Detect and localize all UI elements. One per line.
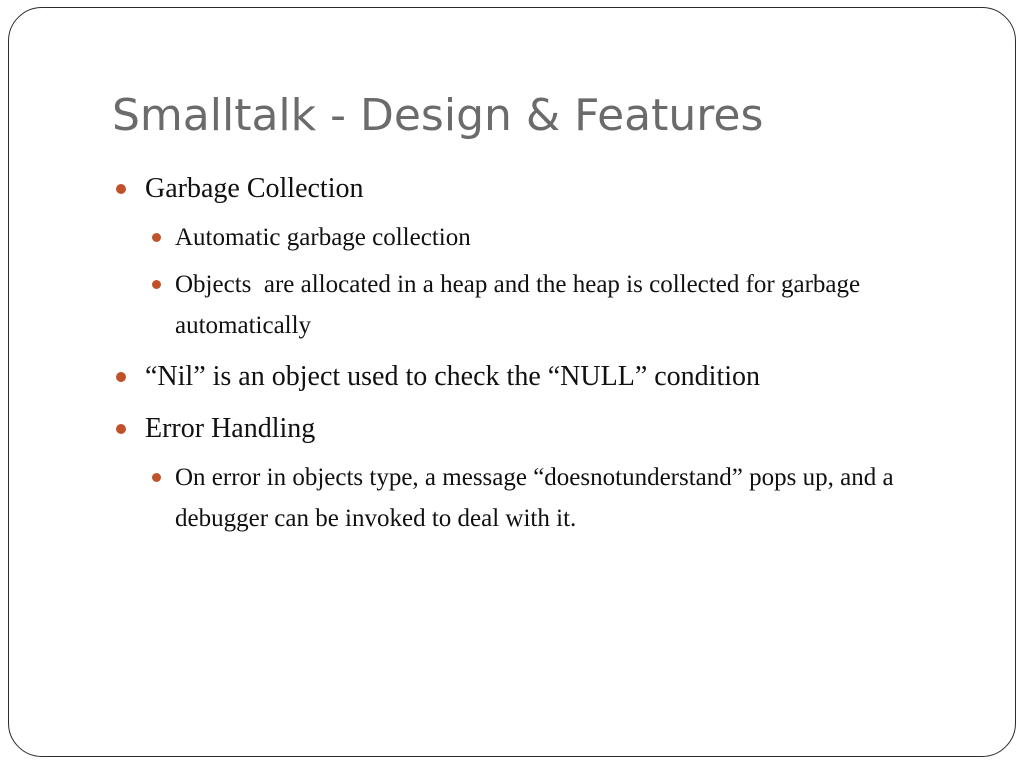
bullet-dot-icon bbox=[116, 424, 126, 434]
bullet-dot-icon bbox=[152, 280, 161, 289]
bullet-text: Automatic garbage collection bbox=[175, 224, 471, 251]
bullet-text: Garbage Collection bbox=[145, 173, 364, 204]
bullet-item-error-handling bbox=[145, 411, 945, 447]
bullet-dot-icon bbox=[116, 184, 126, 194]
bullet-text: “Nil” is an object used to check the “NULL” condition bbox=[145, 361, 761, 392]
bullet-dot-icon bbox=[152, 473, 161, 482]
bullet-dot-icon bbox=[152, 233, 161, 242]
bullet-text: Objects are allocated in a heap and the heap is collected for garbage automatically bbox=[175, 271, 867, 339]
bullet-item-nil-object bbox=[145, 359, 1005, 395]
slide-title: Smalltalk - Design & Features bbox=[112, 90, 764, 141]
sub-bullet-doesnotunderstand bbox=[175, 457, 965, 539]
bullet-text: On error in objects type, a message “doesnotunderstand” pops up, and a debugger can be invoked to deal with it. bbox=[175, 464, 900, 532]
bullet-item-garbage-collection bbox=[145, 171, 945, 207]
sub-bullet-heap-allocation bbox=[175, 264, 945, 346]
bullet-text: Error Handling bbox=[145, 413, 316, 444]
bullet-dot-icon bbox=[116, 372, 126, 382]
sub-bullet-automatic-gc bbox=[175, 217, 935, 258]
